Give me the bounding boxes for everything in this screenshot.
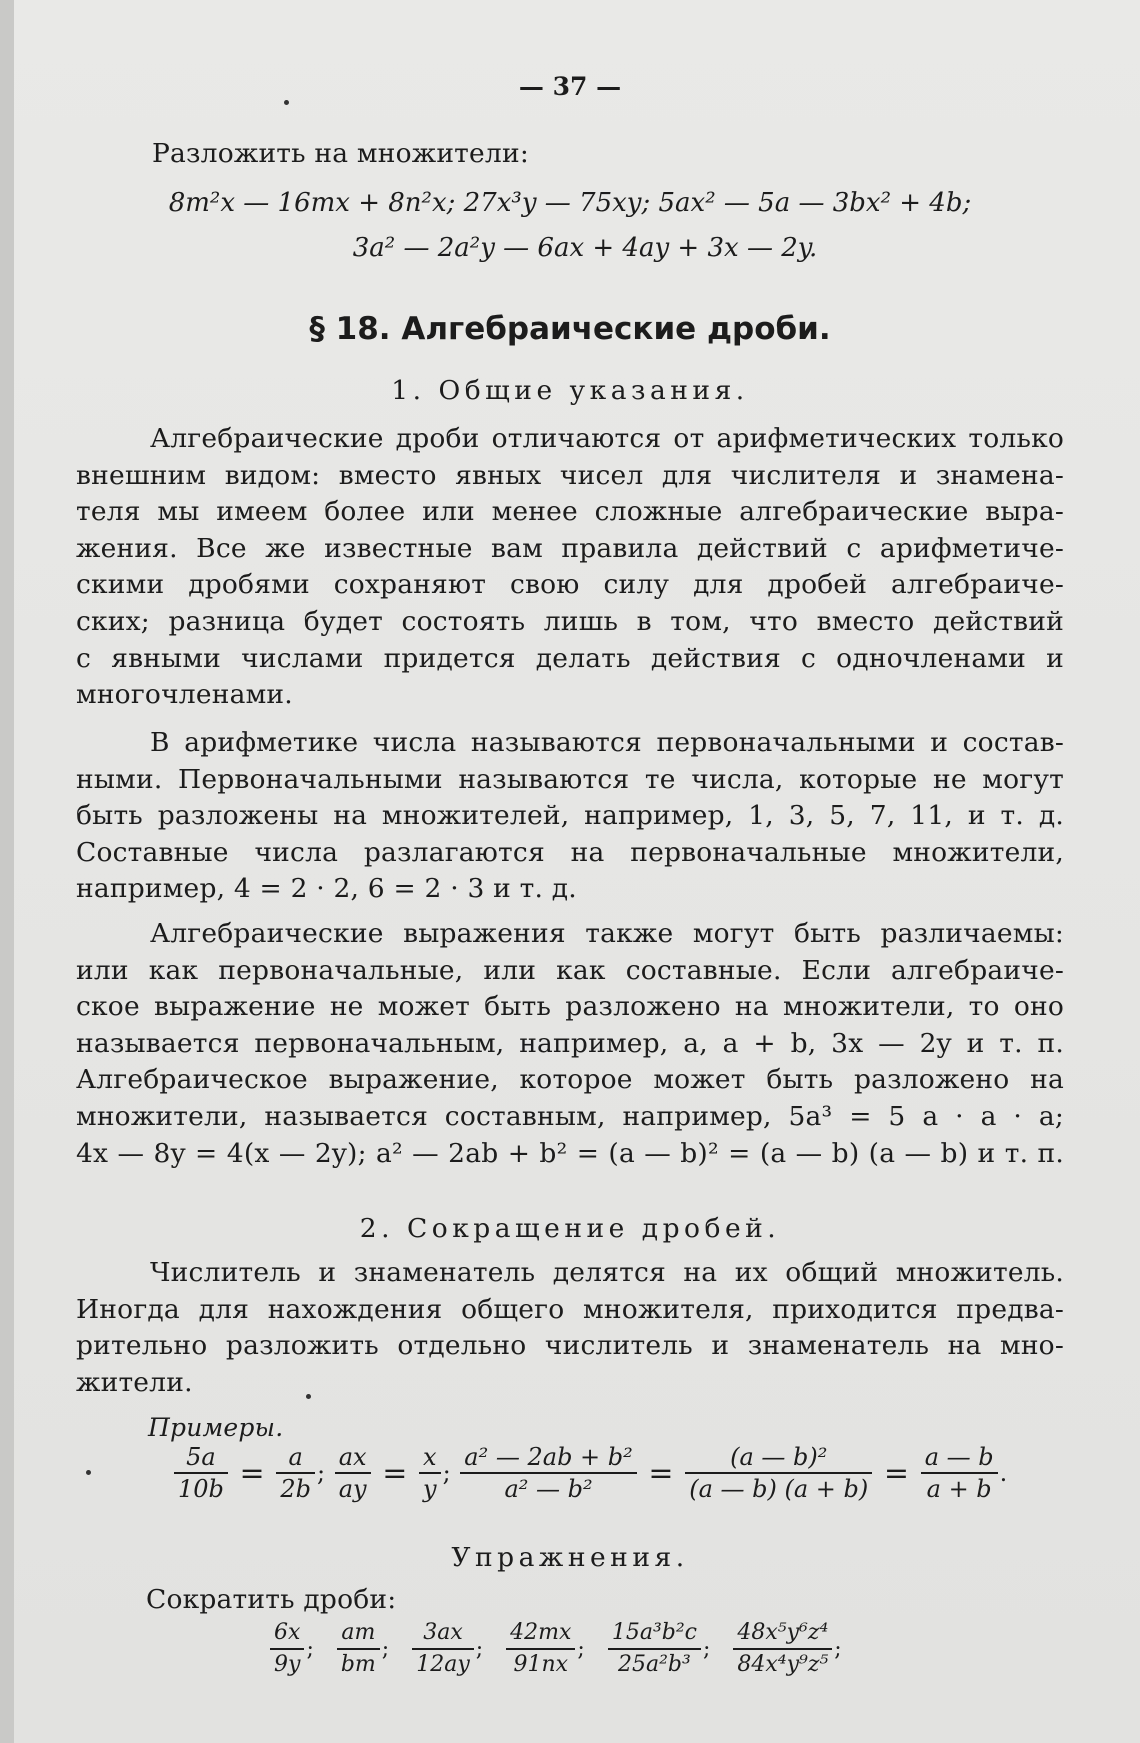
numerator: 5a xyxy=(174,1442,228,1474)
separator: ; xyxy=(381,1636,404,1662)
text-line: скими дробями сохраняют свою силу для дробей алгебраиче- xyxy=(76,569,1064,601)
denominator: 84x⁴y⁹z⁵ xyxy=(737,1652,829,1677)
page-number: — 37 — xyxy=(518,72,622,101)
separator: ; xyxy=(306,1636,328,1662)
text-line: жители. xyxy=(76,1366,193,1398)
subsection-title-reduction: 2. Сокращение дробей. xyxy=(359,1213,781,1244)
text-line: Алгебраическое выражение, которое может быть разложено на xyxy=(76,1064,1064,1096)
equals-sign: = xyxy=(883,1455,910,1491)
denominator: 9y xyxy=(274,1652,301,1677)
text-line: Числитель и знаменатель делятся на их общий множитель. xyxy=(150,1257,1064,1288)
fraction xyxy=(335,1442,371,1504)
equals-sign: = xyxy=(648,1455,674,1491)
text-line: например, 4 = 2 · 2, 6 = 2 · 3 и т. д. xyxy=(76,873,577,905)
denominator: a² — b² xyxy=(504,1475,593,1503)
exercises-title: Упражнения. xyxy=(451,1542,689,1573)
fraction xyxy=(412,1618,474,1680)
exercise-fractions xyxy=(268,1618,842,1698)
numerator: 3ax xyxy=(412,1618,474,1650)
intro-prompt: Разложить на множители: xyxy=(152,138,529,169)
text-line: Составные числа разлагаются на первоначальные множители, xyxy=(76,836,1064,868)
numerator: am xyxy=(337,1618,380,1650)
numerator: (a — b)² xyxy=(685,1442,872,1474)
text-line: теля мы имеем более или менее сложные алгебраические выра- xyxy=(76,496,1064,528)
fraction xyxy=(506,1618,575,1680)
fraction xyxy=(270,1618,304,1680)
text-line: Алгебраические дроби отличаются от арифметических только xyxy=(150,423,1064,454)
fraction xyxy=(685,1442,872,1504)
examples-label: Примеры. xyxy=(148,1413,284,1442)
denominator: 91nx xyxy=(513,1652,569,1677)
subsection-title-general: 1. Общие указания. xyxy=(391,375,749,406)
exercises-prompt: Сократить дроби: xyxy=(146,1584,397,1615)
paragraph-general xyxy=(76,421,1064,714)
denominator: 12ay xyxy=(416,1652,470,1677)
denominator: 25a²b³ xyxy=(617,1652,691,1677)
print-speck xyxy=(86,1470,91,1475)
numerator: x xyxy=(419,1442,441,1474)
separator: ; xyxy=(577,1636,599,1662)
fraction xyxy=(174,1442,228,1504)
paragraph-algebraic xyxy=(76,916,1064,1172)
separator: ; xyxy=(702,1636,725,1662)
text-line: быть разложены на множителей, например, 1, 3, 5, 7, 11, и т. д. xyxy=(76,800,1064,832)
denominator: a + b xyxy=(926,1475,992,1503)
text-line: или как первоначальные, или как составные. Если алгебраиче- xyxy=(76,954,1064,986)
fraction xyxy=(608,1618,701,1680)
denominator: y xyxy=(423,1475,437,1503)
numerator: a² — 2ab + b² xyxy=(460,1442,636,1474)
text-line: ными. Первоначальными называются те числа, которые не могут xyxy=(76,763,1064,795)
separator: ; xyxy=(475,1636,498,1662)
text-line: рительно разложить отдельно числитель и знаменатель на мно- xyxy=(76,1330,1064,1362)
text-line: называется первоначальным, например, a, a + b, 3x — 2y и т. п. xyxy=(76,1027,1064,1059)
equals-sign: = xyxy=(382,1455,408,1491)
fraction xyxy=(276,1442,315,1504)
text-line: с явными числами придется делать действия с одночленами и xyxy=(76,642,1064,674)
separator: ; xyxy=(316,1459,326,1487)
text-line: Алгебраические выражения также могут быть различаемы: xyxy=(150,918,1064,949)
denominator: 2b xyxy=(280,1475,311,1503)
numerator: 42mx xyxy=(506,1618,575,1650)
numerator: a — b xyxy=(921,1442,998,1474)
section-title: § 18. Алгебраические дроби. xyxy=(309,311,831,347)
fraction xyxy=(921,1442,998,1504)
denominator: bm xyxy=(340,1652,376,1677)
separator: ; xyxy=(442,1459,451,1487)
examples-formula xyxy=(172,1442,1007,1522)
text-line: В арифметике числа называются первоначальными и состав- xyxy=(150,727,1064,758)
text-line: ских; разница будет состоять лишь в том, что вместо действий xyxy=(76,605,1064,637)
numerator: 6x xyxy=(270,1618,304,1650)
separator: ; xyxy=(834,1636,842,1662)
intro-expressions-line2: 3a² — 2a²y — 6ax + 4ay + 3x — 2y. xyxy=(352,233,818,263)
denominator: 10b xyxy=(178,1475,224,1503)
numerator: 48x⁵y⁶z⁴ xyxy=(733,1618,832,1650)
denominator: (a — b) (a + b) xyxy=(689,1475,869,1503)
equals-sign: = xyxy=(239,1455,265,1491)
paragraph-reduction xyxy=(76,1255,1064,1401)
text-line: 4x — 8y = 4(x — 2y); a² — 2ab + b² = (a — b)² = (a — b) (a — b) и т. п. xyxy=(76,1137,1064,1169)
denominator: ay xyxy=(338,1475,367,1503)
paragraph-arithmetic xyxy=(76,725,1064,908)
text-line: ское выражение не может быть разложено на множители, то оно xyxy=(76,991,1064,1023)
intro-expressions-line1: 8m²x — 16mx + 8n²x; 27x³y — 75xy; 5ax² — 5a — 3bx² + 4b; xyxy=(168,188,972,218)
text-line: множители, называется составным, например, 5a³ = 5 a · a · a; xyxy=(76,1100,1064,1132)
numerator: ax xyxy=(335,1442,371,1474)
fraction xyxy=(337,1618,380,1680)
fraction xyxy=(733,1618,832,1680)
numerator: 15a³b²c xyxy=(608,1618,701,1650)
text-line: внешним видом: вместо явных чисел для числителя и знамена- xyxy=(76,459,1064,491)
text-line: Иногда для нахождения общего множителя, приходится предва- xyxy=(76,1293,1064,1325)
fraction xyxy=(460,1442,636,1504)
fraction xyxy=(419,1442,441,1504)
separator: . xyxy=(999,1459,1008,1487)
text-line: жения. Все же известные вам правила действий с арифметиче- xyxy=(76,532,1064,564)
text-line: многочленами. xyxy=(76,679,293,711)
numerator: a xyxy=(276,1442,315,1474)
